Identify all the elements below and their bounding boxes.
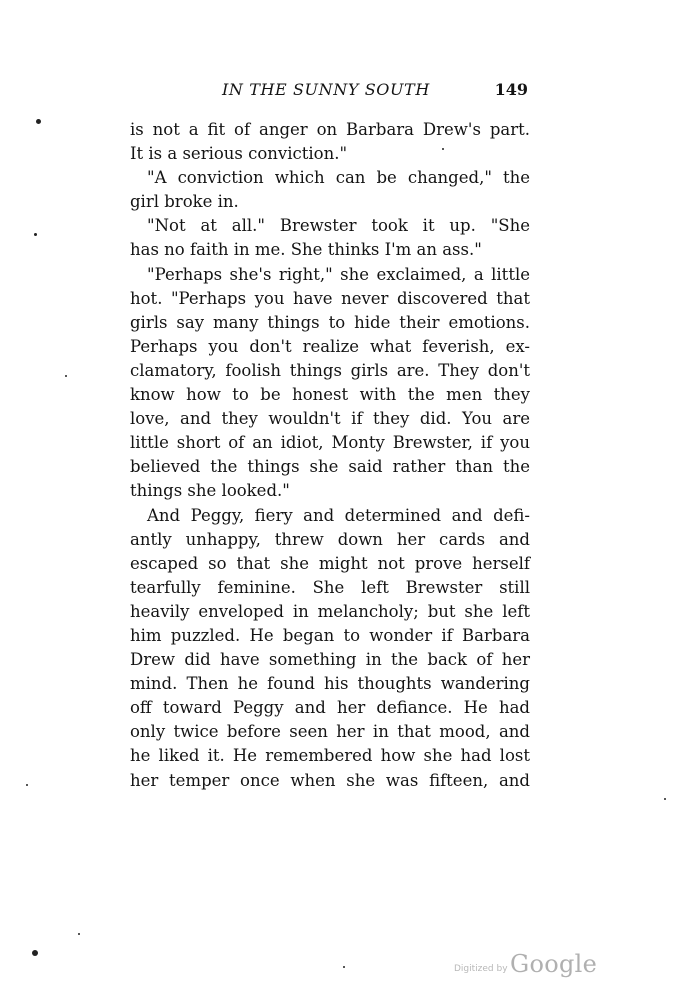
text-line: love, and they wouldn't if they did. You are <box>130 409 530 429</box>
text-line: heavily enveloped in melancholy; but she left <box>130 601 530 621</box>
text-line: "Not at all." Brewster took it up. "She <box>147 216 530 236</box>
running-header <box>130 80 530 106</box>
text-line: antly unhappy, threw down her cards and <box>130 529 530 549</box>
text-line: little short of an idiot, Monty Brewster, if you <box>130 433 530 453</box>
text-line: know how to be honest with the men they <box>130 385 530 405</box>
text-line: mind. Then he found his thoughts wandering <box>130 674 530 694</box>
scan-speck <box>78 933 80 935</box>
text-line: escaped so that she might not prove herself <box>130 553 530 573</box>
text-line: "A conviction which can be changed," the <box>147 168 530 188</box>
scan-speck <box>65 375 67 377</box>
text-line: Drew did have something in the back of her <box>130 650 530 670</box>
digitized-by-google-watermark <box>454 950 598 984</box>
watermark-prefix: Digitized by <box>454 964 508 974</box>
text-line: hot. "Perhaps you have never discovered that <box>130 288 530 308</box>
google-logo: Google <box>510 950 598 978</box>
text-line: only twice before seen her in that mood, and <box>130 722 530 742</box>
text-line: off toward Peggy and her defiance. He had <box>130 698 530 718</box>
scan-speck <box>442 148 444 150</box>
text-line: "Perhaps she's right," she exclaimed, a little <box>147 264 530 284</box>
scan-speck <box>343 966 345 968</box>
scan-speck <box>32 950 38 956</box>
text-line: believed the things she said rather than the <box>130 457 530 477</box>
scan-speck <box>26 784 28 786</box>
text-line: girls say many things to hide their emotions. <box>130 312 530 332</box>
text-line: clamatory, foolish things girls are. They don't <box>130 360 530 380</box>
text-line: tearfully feminine. She left Brewster still <box>130 577 530 597</box>
text-line: her temper once when she was fifteen, and <box>130 770 530 790</box>
running-title: IN THE SUNNY SOUTH <box>222 80 430 99</box>
body-text <box>130 118 530 793</box>
text-line: things she looked." <box>130 481 290 501</box>
text-line: is not a fit of anger on Barbara Drew's part. <box>130 120 530 139</box>
text-line: And Peggy, fiery and determined and defi- <box>147 505 530 525</box>
scan-speck <box>36 119 41 124</box>
page-number: 149 <box>494 80 528 99</box>
text-line: girl broke in. <box>130 192 239 212</box>
scan-speck <box>664 798 666 800</box>
scan-speck <box>34 233 37 236</box>
text-line: Perhaps you don't realize what feverish, ex- <box>130 336 530 356</box>
text-line: has no faith in me. She thinks I'm an ass." <box>130 240 482 260</box>
text-line: him puzzled. He began to wonder if Barbara <box>130 625 530 645</box>
text-line: he liked it. He remembered how she had lost <box>130 746 530 766</box>
text-line: It is a serious conviction." <box>130 144 348 164</box>
